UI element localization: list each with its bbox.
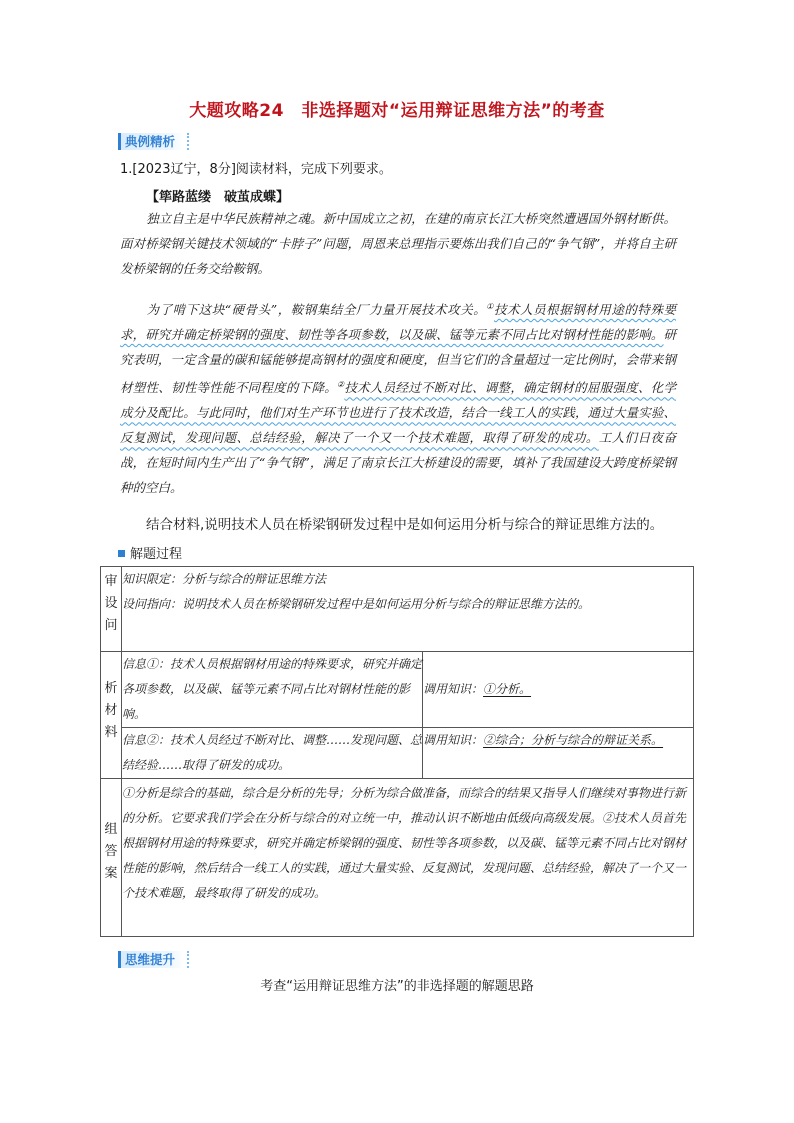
row-label-text: 组答案 xyxy=(104,822,118,881)
info-2-text: 信息②：技术人员经过不断对比、调整……发现问题、总结经验……取得了研发的成功。 xyxy=(122,733,423,772)
solution-table xyxy=(100,566,694,937)
info-1-text: 信息①：技术人员根据钢材用途的特殊要求，研究并确定各项参数，以及碳、锰等元素不同占比对钢材性能的影响。 xyxy=(122,657,423,721)
answer-cell xyxy=(122,779,694,937)
knowledge-2-cell xyxy=(423,728,694,779)
row-label-text: 审设问 xyxy=(104,574,118,633)
marker-1: ① xyxy=(486,302,495,311)
knowledge-2-prefix: 调用知识： xyxy=(423,733,484,747)
page-title: 大题攻略24 非选择题对“运用辩证思维方法”的考查 xyxy=(189,101,605,121)
row-label-text: 析材料 xyxy=(104,681,118,740)
knowledge-1-text: ①分析。 xyxy=(483,682,532,696)
paragraph-1-text: 独立自主是中华民族精神之魂。新中国成立之初，在建的南京长江大桥突然遭遇国外钢材断供。面对桥梁钢关键技术领域的“卡脖子”问题，周恩来总理指示要炼出我们自己的“争气钢”，并将自主研发桥梁钢的任务交给鞍钢。 xyxy=(120,211,676,276)
row-label-question xyxy=(101,567,122,652)
question-head: 1.[2023辽宁，8分]阅读材料，完成下列要求。 xyxy=(120,162,392,177)
row-label-answer xyxy=(101,779,122,937)
table-row xyxy=(101,652,694,728)
footer-caption: 考查“运用辩证思维方法”的非选择题的解题思路 xyxy=(260,979,534,994)
marker-2: ② xyxy=(336,380,345,390)
paragraph-2-text-c: 研究表明，一定含量的碳和锰能够提高钢材的强度和硬度，但当它们的含量超过一定比例时，会带来钢材塑性、韧性等性能不同程度的下降。 xyxy=(120,327,676,396)
row-label-material xyxy=(101,652,122,779)
knowledge-1-cell xyxy=(423,652,694,728)
thinking-tag: 思维提升 xyxy=(118,951,183,968)
material-paragraph-1 xyxy=(120,206,676,281)
paragraph-2-text-e: 工人们日夜奋战，在短时间内生产出了“争气钢”，满足了南京长江大桥建设的需要，填补了我国建设大跨度桥梁钢种的空白。 xyxy=(120,430,676,496)
process-heading xyxy=(118,543,182,562)
material-paragraph-2 xyxy=(120,294,676,500)
table-row xyxy=(101,728,694,779)
material-title: 【筚路蓝缕 破茧成蝶】 xyxy=(146,190,290,205)
knowledge-1-prefix: 调用知识： xyxy=(423,682,484,696)
info-2-cell xyxy=(122,728,423,779)
highlight-1: 技术人员根据钢材用途的特殊要求，研究并确定桥梁钢的强度、韧性等各项参数，以及碳、锰等元素不同占比对钢材性能的影响。 xyxy=(120,302,676,343)
question-task: 结合材料,说明技术人员在桥梁钢研发过程中是如何运用分析与综合的辩证思维方法的。 xyxy=(146,517,664,533)
process-heading-text: 解题过程 xyxy=(130,547,183,562)
answer-text: ①分析是综合的基础，综合是分析的先导；分析为综合做准备，而综合的结果又指导人们继续对事物进行新的分析。它要求我们学会在分析与综合的对立统一中，推动认识不断地由低级向高级发展。②技术人员首先根据钢材用途的特殊要求，研究并确定桥梁钢的强度、韧性等各项参数，以及碳、锰等元素不同占比对钢材性能的影响，然后结合一线工人的实践，通过大量实验、反复测试，发现问题、总结经验，解决了一个又一个技术难题，最终取得了研发的成功。 xyxy=(122,786,687,900)
knowledge-2-text: ②综合；分析与综合的辩证关系。 xyxy=(483,733,664,747)
info-1-cell xyxy=(122,652,423,728)
question-direction: 设问指向：说明技术人员在桥梁钢研发过程中是如何运用分析与综合的辩证思维方法的。 xyxy=(122,597,591,611)
question-analysis-cell xyxy=(122,567,694,652)
paragraph-2-text-a: 为了啃下这块“硬骨头”，鞍钢集结全厂力量开展技术攻关。 xyxy=(146,302,487,318)
square-bullet-icon xyxy=(118,550,125,557)
highlight-2: 技术人员经过不断对比、调整，确定钢材的屈服强度、化学成分及配比。与此同时，他们对生产环节也进行了技术改造，结合一线工人的实践，通过大量实验、反复测试，发现问题、总结经验，解决了一个又一个技术难题，取得了研发的成功。 xyxy=(120,380,676,446)
table-row xyxy=(101,779,694,937)
knowledge-limit: 知识限定：分析与综合的辩证思维方法 xyxy=(122,572,327,586)
example-tag: 典例精析 xyxy=(118,133,183,150)
table-row xyxy=(101,567,694,652)
